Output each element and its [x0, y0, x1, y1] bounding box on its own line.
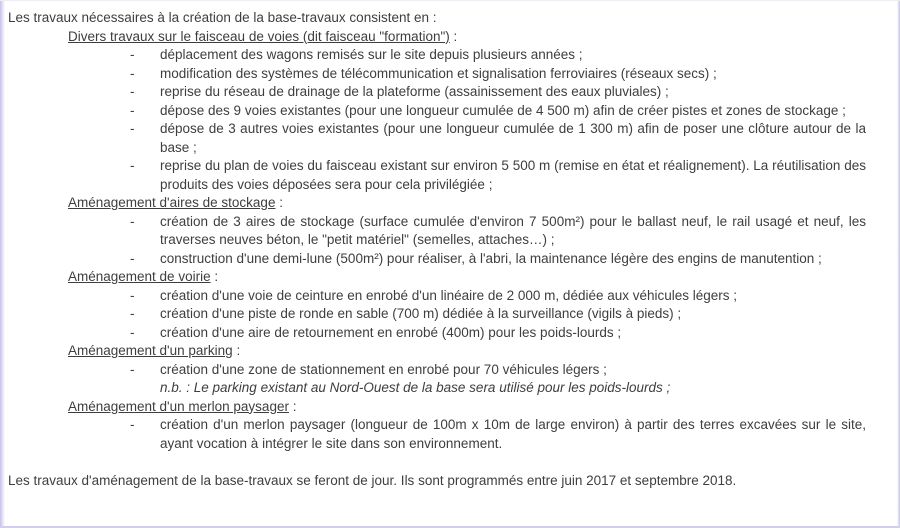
bullet-dash: - — [130, 65, 135, 81]
bullet-item — [130, 102, 895, 121]
bullet-text: reprise du plan de voies du faisceau existant sur environ 5 500 m (remise en état et réalignement). La réutilisation des produits des voies déposées sera pour cela privilégiée ; — [160, 158, 866, 192]
bullet-item — [130, 213, 895, 250]
intro-paragraph: Les travaux nécessaires à la création de la base-travaux consistent en : — [8, 10, 437, 25]
section-heading-text: Aménagement d'un merlon paysager — [68, 398, 289, 414]
bullet-dash: - — [130, 361, 135, 377]
bullet-dash: - — [130, 121, 135, 136]
section-heading-text: Aménagement d'un parking — [68, 343, 233, 358]
bullet-text: modification des systèmes de télécommunication et signalisation ferroviaires (réseaux secs) ; — [160, 65, 717, 81]
bullet-item — [130, 361, 895, 380]
bullet-text: déplacement des wagons remisés sur le site depuis plusieurs années ; — [160, 47, 583, 62]
bullet-item — [130, 83, 895, 102]
bullet-text: dépose de 3 autres voies existantes (pour une longueur cumulée de 1 300 m) afin de poser une clôture autour de la base ; — [160, 121, 866, 155]
section-heading-text: Divers travaux sur le faisceau de voies (dit faisceau "formation") — [68, 28, 450, 44]
section-heading-text: Aménagement de voirie — [68, 269, 211, 284]
bullet-text: création d'une aire de retournement en enrobé (400m) pour les poids-lourds ; — [160, 324, 622, 340]
bullet-text: dépose des 9 voies existantes (pour une longueur cumulée de 4 500 m) afin de créer pistes et zones de stockage ; — [160, 102, 846, 118]
section-heading-suffix: : — [288, 398, 297, 414]
bullet-item — [130, 157, 895, 194]
parking-note: n.b. : Le parking existant au Nord-Ouest de la base sera utilisé pour les poids-lourds ; — [160, 380, 671, 395]
section-heading-suffix: : — [210, 269, 219, 284]
bullet-text: création de 3 aires de stockage (surface cumulée d'environ 7 500m²) pour le ballast neuf, le rail usagé et neuf, les traverses neuves béton, le "petit matériel" (semelles, attaches…) ; — [160, 213, 866, 247]
bullet-dash: - — [130, 287, 135, 303]
bullet-dash: - — [130, 250, 135, 266]
bullet-dash: - — [130, 158, 135, 173]
section-heading-merlon — [68, 398, 895, 417]
bullet-text: création d'un merlon paysager (longueur de 100m x 10m de large environ) à partir des terres excavées sur le site, ayant vocation à intégrer le site dans son environnement. — [160, 417, 866, 451]
section-heading-faisceau — [68, 28, 895, 47]
bullet-item — [130, 120, 895, 157]
bullet-dash: - — [130, 47, 135, 62]
bullet-dash: - — [130, 84, 135, 99]
closing-paragraph: Les travaux d'aménagement de la base-travaux se feront de jour. Ils sont programmés entre juin 2017 et septembre 2018. — [8, 472, 737, 488]
bullet-text: construction d'une demi-lune (500m²) pour réaliser, à l'abri, la maintenance légère des engins de manutention ; — [160, 250, 822, 266]
bullet-dash: - — [130, 213, 135, 229]
bullet-item — [130, 416, 895, 453]
bullet-item — [130, 324, 895, 343]
section-heading-suffix: : — [449, 28, 458, 44]
bullet-item — [130, 46, 895, 65]
bullet-item — [130, 305, 895, 324]
section-heading-parking — [68, 342, 895, 361]
bullet-dash: - — [130, 306, 135, 321]
bullet-item — [130, 250, 895, 269]
bullet-text: reprise du réseau de drainage de la plateforme (assainissement des eaux pluviales) ; — [160, 84, 669, 99]
section-heading-text: Aménagement d'aires de stockage — [68, 195, 276, 210]
section-heading-suffix: : — [275, 195, 283, 210]
bullet-text: création d'une zone de stationnement en enrobé pour 70 véhicules légers ; — [160, 361, 607, 377]
bullet-dash: - — [130, 324, 135, 340]
bullet-dash: - — [130, 417, 135, 432]
section-heading-suffix: : — [232, 343, 241, 358]
bullet-dash: - — [130, 102, 135, 118]
page-border-left — [0, 1, 5, 528]
bullet-item — [130, 287, 895, 306]
bullet-text: création d'une piste de ronde en sable (700 m) dédiée à la surveillance (vigils à pieds) ; — [160, 306, 682, 321]
bullet-item — [130, 65, 895, 84]
section-heading-voirie — [68, 268, 895, 287]
section-heading-stockage — [68, 194, 895, 213]
bullet-text: création d'une voie de ceinture en enrobé d'un linéaire de 2 000 m, dédiée aux véhicules légers ; — [160, 287, 738, 303]
